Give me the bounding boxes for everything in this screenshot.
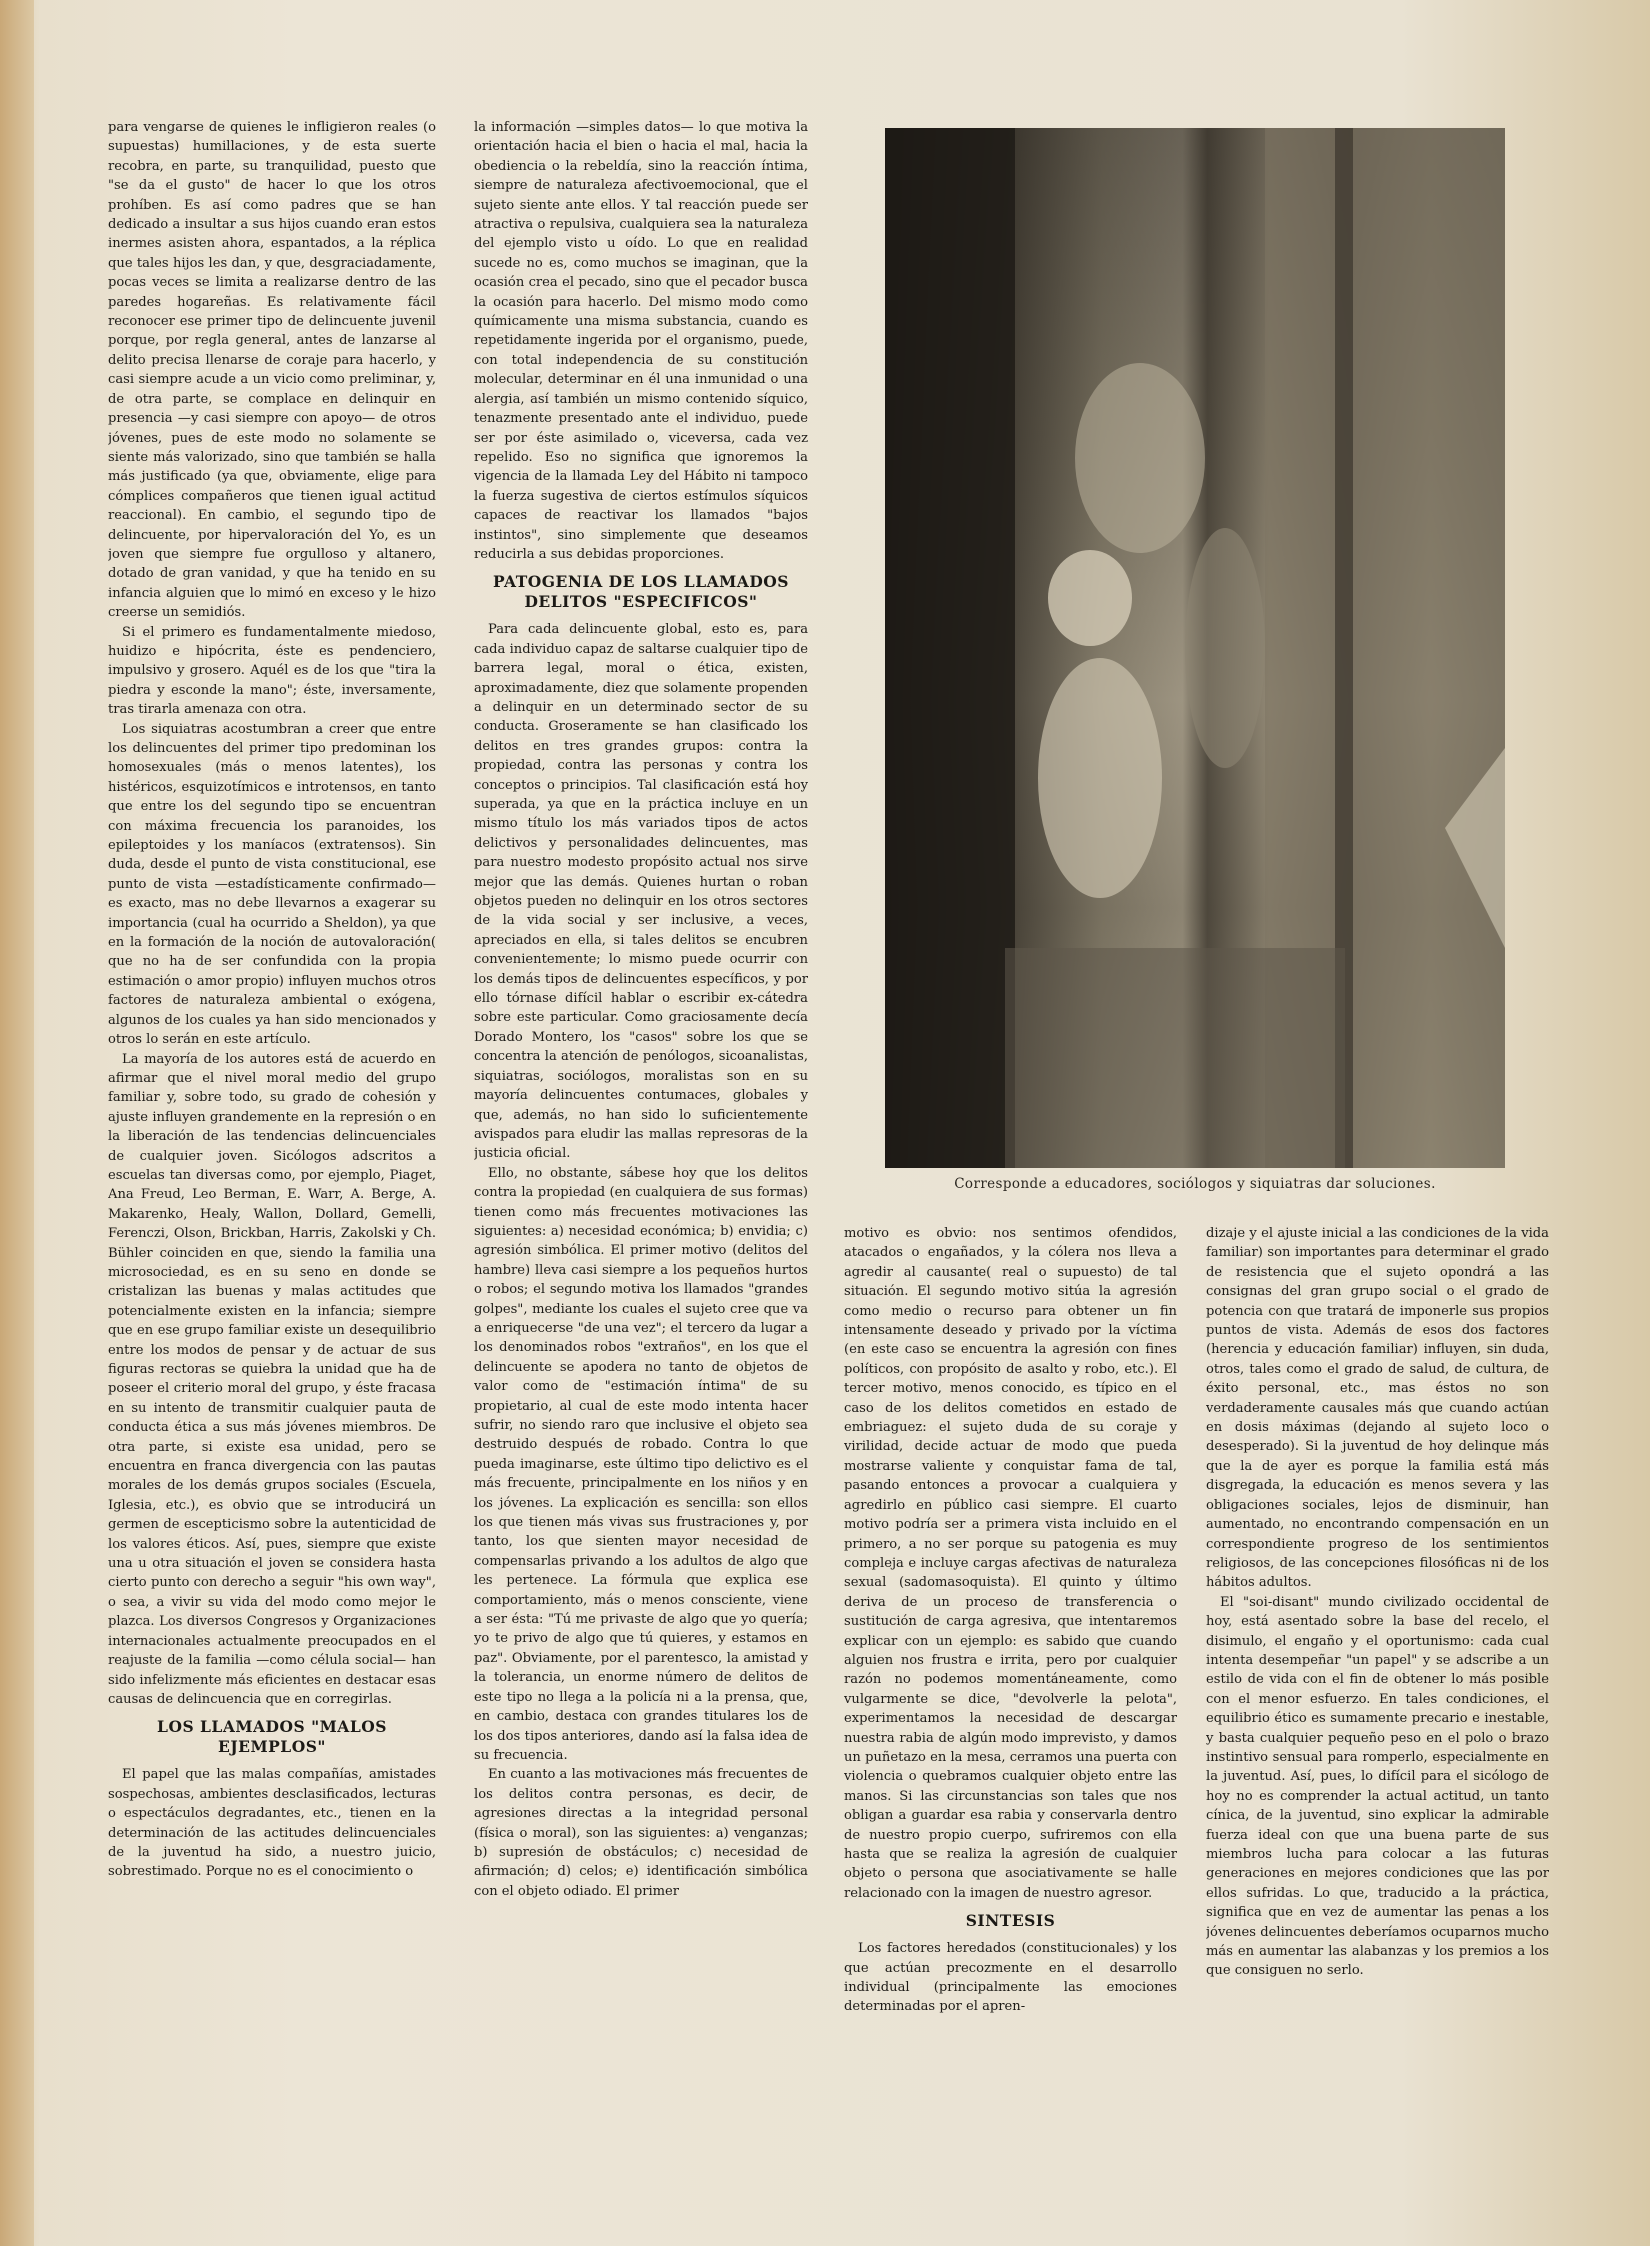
paragraph: Los factores heredados (constitucionales) y los que actúan precozmente en el desarrollo individual (principalmente las emociones determinadas por el apren- (844, 1941, 1177, 2015)
paragraph: El papel que las malas compañías, amistades sospechosas, ambientes desclasificados, lecturas o espectáculos degradantes, etc., tienen en la determinación de las actitudes delincuenciales de la juventud ha sido, a nuestro juicio, sobrestimado. Porque no es el conocimiento o (108, 1767, 436, 1880)
paragraph: Ello, no obstante, sábese hoy que los delitos contra la propiedad (en cualquiera de sus formas) tienen como más frecuentes motivaciones las siguientes: a) necesidad económica; b) envidia; c) agresión simbólica. El primer motivo (delitos del hambre) lleva casi siempre a los pequeños hurtos o robos; el segundo motiva los llamados "grandes golpes", mediante los cuales el sujeto cree que va a enriquecerse "de una vez"; el tercero da lugar a los denominados robos "extraños", en los que el delincuente se apodera no tanto de objetos de valor como de "estimación íntima" de su propietario, al cual de este modo intenta hacer sufrir, no siendo raro que inclusive el objeto sea destruido después de robado. Contra lo que pueda imaginarse, este último tipo delictivo es el más frecuente, principalmente en los niños y en los jóvenes. La explicación es sencilla: son ellos los que tienen más vivas sus frustraciones y, por tanto, los que sienten mayor necesidad de compensarlas privando a los adultos de algo que les pertenece. La fórmula que explica ese comportamiento, más o menos consciente, viene a ser ésta: "Tú me privaste de algo que yo quería; yo te privo de algo que tú quieres, y estamos en paz". Obviamente, por el parentesco, la amistad y la tolerancia, un enorme número de delitos de este tipo no llega a la policía ni a la prensa, que, en cambio, destaca con grandes titulares los de los dos tipos anteriores, dando así la falsa idea de su frecuencia. (474, 1165, 808, 1763)
section-heading-malos-ejemplos: LOS LLAMADOS "MALOS EJEMPLOS" (157, 1717, 387, 1757)
paragraph: El "soi-disant" mundo civilizado occidental de hoy, está asentado sobre la base del recelo, el disimulo, el engaño y el oportunismo: cada cual intenta desempeñar "un papel" y se adscribe a un estilo de vida con el fin de obtener lo más posible con el menor esfuerzo. En tales condiciones, el equilibrio ético es sumamente precario e inestable, y basta cualquier pequeño peso en el polo o brazo instintivo sensual para romperlo, especialmente en la juventud. Así, pues, lo difícil para el sicólogo de hoy no es comprender la actual actitud, un tanto cínica, de la juventud, sino explicar la admirable fuerza ideal con que una buena parte de sus miembros lucha para colocar a las futuras generaciones en mejores condiciones que las por ellos sufridas. Lo que, traducido a la práctica, significa que en vez de aumentar las penas a los jóvenes delincuentes deberíamos ocuparnos mucho más en aumentar las alabanzas y los premios a los que consiguen no serlo. (1206, 1594, 1549, 1979)
paragraph: En cuanto a las motivaciones más frecuentes de los delitos contra personas, es decir, de agresiones directas a la integridad personal (física o moral), son las siguientes: a) venganzas; b) supresión de obstáculos; c) necesidad de afirmación; d) celos; e) identificación simbólica con el objeto odiado. El primer (474, 1767, 808, 1899)
paragraph: dizaje y el ajuste inicial a las condiciones de la vida familiar) son importantes para determinar el grado de resistencia que el sujeto opondrá a las consignas del gran grupo social o el grado de potencia con que tratará de imponerle sus propios puntos de vista. Además de esos dos factores (herencia y educación familiar) influyen, sin duda, otros, tales como el grado de salud, de cultura, de éxito personal, etc., mas éstos no son verdaderamente causales más que cuando actúan en dosis máximas (dejando al sujeto loco o desesperado). Si la juventud de hoy delinque más que la de ayer es porque la familia está más disgregada, la educación es menos severa y las obligaciones sociales, lejos de disminuir, han aumentado, no encontrando compensación en un correspondiente progreso de los sentimientos religiosos, de las concepciones filosóficas ni de los hábitos adultos. (1206, 1226, 1549, 1591)
paragraph: motivo es obvio: nos sentimos ofendidos, atacados o engañados, y la cólera nos lleva a agredir al causante( real o supuesto) de tal situación. El segundo motivo sitúa la agresión como medio o recurso para obtener un fin intensamente deseado y privado por la víctima (en este caso se encuentra la agresión con fines políticos, con propósito de asalto y robo, etc.). El tercer motivo, menos conocido, es típico en el caso de los delitos cometidos en estado de embriaguez: el sujeto duda de su coraje y virilidad, decide actuar de modo que pueda mostrarse valiente y conquistar fama de tal, pasando entonces a provocar a cualquiera y agredirlo en público casi siempre. El cuarto motivo podría ser a primera vista incluido en el primero, a no ser porque su patogenia es muy compleja e incluye cargas afectivas de naturaleza sexual (sadomasoquista). El quinto y último deriva de un proceso de transferencia o sustitución de carga agresiva, que intentaremos explicar con un ejemplo: es sabido que cuando alguien nos frustra e irrita, pero por cualquier razón no podemos momentáneamente, como vulgarmente se dice, "devolverle la pelota", experimentamos la necesidad de descargar nuestra rabia de algún modo imprevisto, y damos un puñetazo en la mesa, cerramos una puerta con violencia o quebramos cualquier objeto entre las manos. Si las circunstancias son tales que nos obligan a guardar esa rabia y conservarla dentro de nuestro propio cuerpo, sufriremos con ella hasta que se realiza la agresión de cualquier objeto o persona que asociativamente se halle relacionado con la imagen de nuestro agresor. (844, 1226, 1177, 1901)
paragraph: Si el primero es fundamentalmente miedoso, huidizo e hipócrita, éste es pendenciero, impulsivo y grosero. Aquél es de los que "tira la piedra y esconde la mano"; éste, inversamente, tras tirarla amenaza con otra. (108, 624, 436, 718)
photo-caption: Corresponde a educadores, sociólogos y siquiatras dar soluciones. (954, 1176, 1436, 1192)
paragraph: La mayoría de los autores está de acuerdo en afirmar que el nivel moral medio del grupo familiar y, sobre todo, su grado de cohesión y ajuste influyen grandemente en la represión o en la liberación de las tendencias delincuenciales de cualquier joven. Sicólogos adscritos a escuelas tan diversas como, por ejemplo, Piaget, Ana Freud, Leo Berman, E. Warr, A. Berge, A. Makarenko, Healy, Wallon, Dollard, Gemelli, Ferenczi, Olson, Brickban, Harris, Zakolski y Ch. Bühler coinciden en que, siendo la familia una microsociedad, es en su seno en donde se cristalizan las buenas y malas actitudes que potencialmente existen en la infancia; siempre que en ese grupo familiar existe un desequilibrio entre los modos de pensar y de actuar de sus figuras rectoras se quiebra la unidad que ha de poseer el criterio moral del grupo, y éste fracasa en su intento de transmitir cualquier pauta de conducta ética a sus más jóvenes miembros. De otra parte, si existe esa unidad, pero se encuentra en franca divergencia con las pautas morales de los demás grupos sociales (Escuela, Iglesia, etc.), es obvio que se introducirá un germen de escepticismo sobre la autenticidad de los valores éticos. Así, pues, siempre que existe una u otra situación el joven se considera hasta cierto punto con derecho a seguir "his own way", o sea, a vivir su vida del modo como mejor le plazca. Los diversos Congresos y Organizaciones internacionales actualmente preocupados en el reajuste de la familia —como célula social— han sido infelizmente más eficientes en destacar esas causas de delincuencia que en corregirlas. (108, 1051, 436, 1707)
article-column-2 (474, 118, 808, 2143)
article-column-4 (1206, 1224, 1549, 2144)
paragraph: la información —simples datos— lo que motiva la orientación hacia el bien o hacia el mal, hacia la obediencia o la rebeldía, sino la reacción íntima, siempre de naturaleza afectivoemocional, que el sujeto siente ante ellos. Y tal reacción puede ser atractiva o repulsiva, cualquiera sea la naturaleza del ejemplo visto u oído. Lo que en realidad sucede no es, como muchos se imaginan, que la ocasión crea el pecado, sino que el pecador busca la ocasión para hacerlo. Del mismo modo como químicamente una misma substancia, cuando es repetidamente ingerida por el organismo, puede, con total independencia de su constitución molecular, determinar en él una inmunidad o una alergia, así también un mismo contenido síquico, tenazmente presentado ante el individuo, puede ser por éste asimilado o, viceversa, cada vez repelido. Eso no significa que ignoremos la vigencia de la llamada Ley del Hábito ni tampoco la fuerza sugestiva de ciertos estímulos síquicos capaces de reactivar los llamados "bajos instintos", sino simplemente que deseamos reducirla a sus debidas proporciones. (474, 120, 808, 562)
paragraph: Los siquiatras acostumbran a creer que entre los delincuentes del primer tipo predominan los homosexuales (más o menos latentes), los histéricos, esquizotímicos e introtensos, en tanto que entre los del segundo tipo se encuentran con máxima frecuencia los paranoides, los epileptoides y los maníacos (extratensos). Sin duda, desde el punto de vista constitucional, ese punto de vista —estadísticamente confirmado— es exacto, mas no debe llevarnos a exagerar su importancia (cual ha ocurrido a Sheldon), ya que en la formación de la noción de autovaloración( que no ha de ser confundida con la propia estimación o amor propio) influyen muchos otros factores de naturaleza ambiental o exógena, algunos de los cuales ya han sido mencionados y otros lo serán en este artículo. (108, 721, 436, 1048)
article-column-1 (108, 118, 436, 2143)
page-edge (0, 0, 34, 2246)
paragraph: Para cada delincuente global, esto es, para cada individuo capaz de saltarse cualquier tipo de barrera legal, moral o ética, existen, aproximadamente, diez que solamente propenden a delinquir en un determinado sector de su conducta. Groseramente se han clasificado los delitos en tres grandes grupos: contra la propiedad, contra las personas y contra los conceptos o principios. Tal clasificación está hoy superada, ya que en la práctica incluye en un mismo título los más variados tipos de actos delictivos y personalidades delincuentes, mas para nuestro modesto propósito actual nos sirve mejor que las demás. Quienes hurtan o roban objetos pueden no delinquir en los otros sectores de la vida social y ser inclusive, a veces, apreciados en ella, si tales delitos se encubren convenientemente; lo mismo puede ocurrir con los demás tipos de delincuentes específicos, y por ello tórnase difícil hablar o escribir ex-cátedra sobre este particular. Como graciosamente decía Dorado Montero, los "casos" sobre los que se concentra la atención de penólogos, sicoanalistas, siquiatras, sociólogos, moralistas son en su mayoría delincuentes contumaces, globales y que, además, no han sido lo suficientemente avispados para eludir las mallas represoras de la justicia oficial. (474, 622, 808, 1162)
section-heading-sintesis: SINTESIS (965, 1911, 1056, 1931)
article-photo (885, 128, 1505, 1168)
photo-illustration (885, 128, 1505, 1168)
paragraph: para vengarse de quienes le infligieron reales (o supuestas) humillaciones, y de esta suerte recobra, en parte, su tranquilidad, puesto que "se da el gusto" de hacer lo que los otros prohíben. Es así como padres que se han dedicado a insultar a sus hijos cuando eran estos inermes asisten ahora, espantados, a la réplica que tales hijos les dan, y que, desgraciadamente, pocas veces se limita a realizarse dentro de las paredes hogareñas. Es relativamente fácil reconocer ese primer tipo de delincuente juvenil porque, por regla general, antes de lanzarse al delito precisa llenarse de coraje para hacerlo, y casi siempre acude a un vicio como preliminar, y, de otra parte, se complace en delinquir en presencia —y casi siempre con apoyo— de otros jóvenes, pues de este modo no solamente se siente más valorizado, sino que también se halla más justificado (ya que, obviamente, elige para cómplices compañeros que tienen igual actitud reaccional). En cambio, el segundo tipo de delincuente, por hipervaloración del Yo, es un joven que siempre fue orgulloso y altanero, dotado de gran vanidad, y que ha tenido en su infancia alguien que lo mimó en exceso y le hizo creerse un semidiós. (108, 120, 436, 621)
article-column-3 (844, 1224, 1177, 2144)
section-heading-patogenia: PATOGENIA DE LOS LLAMADOS DELITOS "ESPECIFICOS" (493, 572, 789, 612)
